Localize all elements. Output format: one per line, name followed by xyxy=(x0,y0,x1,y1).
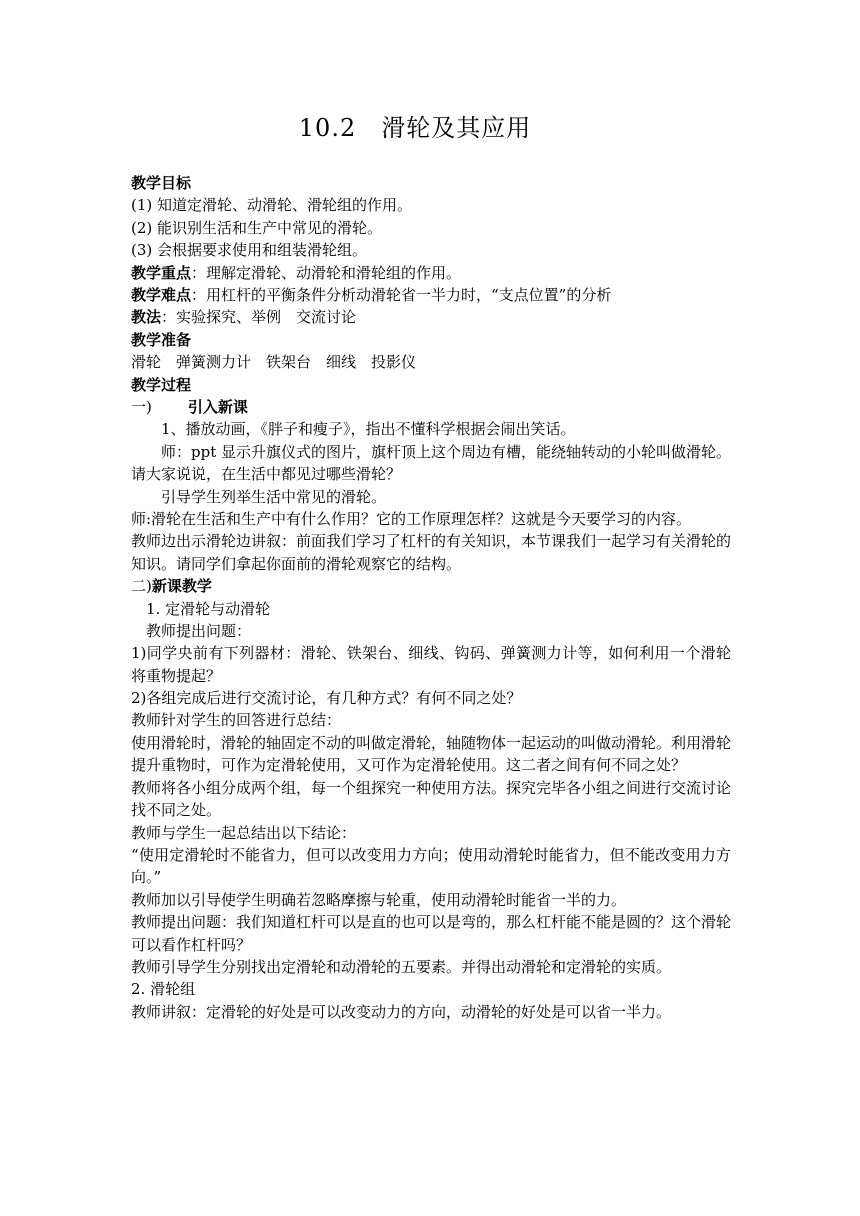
key-point-text: ：理解定滑轮、动滑轮和滑轮组的作用。 xyxy=(191,263,462,282)
objective-item: (3) 会根据要求使用和组装滑轮组。 xyxy=(131,241,368,260)
paragraph: 师:滑轮在生活和生产中有什么作用？它的工作原理怎样？这就是今天要学习的内容。 xyxy=(131,509,692,528)
document-body xyxy=(131,172,731,1023)
paragraph: 教师讲叙：定滑轮的好处是可以改变动力的方向，动滑轮的好处是可以省一半力。 xyxy=(131,1002,672,1021)
prep-heading: 教学准备 xyxy=(131,330,192,349)
paragraph: 师：ppt 显示升旗仪式的图片，旗杆顶上这个周边有槽，能绕轴转动的小轮叫做滑轮。请大家说说，在生活中都见过哪些滑轮？ xyxy=(131,442,732,484)
part2-title: 新课教学 xyxy=(151,577,212,596)
difficulty-label: 教学难点 xyxy=(131,285,192,304)
difficulty-line xyxy=(131,284,731,306)
paragraph: 教师引导学生分别找出定滑轮和动滑轮的五要素。并得出动滑轮和定滑轮的实质。 xyxy=(131,957,672,976)
subsection-title: 2. 滑轮组 xyxy=(131,980,196,999)
objectives-heading: 教学目标 xyxy=(131,174,192,192)
method-label: 教法 xyxy=(131,308,162,327)
paragraph: “使用定滑轮时不能省力，但可以改变用力方向；使用动滑轮时能省力，但不能改变用力方向。” xyxy=(131,845,731,887)
key-point-label: 教学重点 xyxy=(131,263,192,282)
paragraph: 2)各组完成后进行交流讨论，有几种方式？有何不同之处？ xyxy=(131,689,522,708)
paragraph: 教师边出示滑轮边讲叙：前面我们学习了杠杆的有关知识，本节课我们一起学习有关滑轮的知识。请同学们拿起你面前的滑轮观察它的结构。 xyxy=(131,532,732,573)
paragraph: 教师提出问题：我们知道杠杆可以是直的也可以是弯的，那么杠杆能不能是圆的？这个滑轮可以看作杠杆吗？ xyxy=(131,913,732,954)
method-text: ：实验探究、举例 交流讨论 xyxy=(161,308,357,327)
paragraph: 使用滑轮时，滑轮的轴固定不动的叫做定滑轮，轴随物体一起运动的叫做动滑轮。利用滑轮提升重物时，可作为定滑轮使用，又可作为定滑轮使用。这二者之间有何不同之处？ xyxy=(131,733,732,775)
paragraph: 教师针对学生的回答进行总结： xyxy=(131,711,342,730)
part1-heading xyxy=(131,396,731,418)
paragraph: 引导学生列举生活中常见的滑轮。 xyxy=(161,487,387,506)
key-point-line xyxy=(131,262,731,284)
part2-number: 二) xyxy=(131,577,152,596)
method-line xyxy=(131,306,731,328)
part1-title: 引入新课 xyxy=(187,397,248,416)
part2-heading xyxy=(131,575,731,597)
process-heading: 教学过程 xyxy=(131,375,192,394)
objective-item: (2) 能识别生活和生产中常见的滑轮。 xyxy=(131,218,383,237)
paragraph: 教师提出问题： xyxy=(146,621,252,640)
paragraph: 教师加以引导使学生明确若忽略摩擦与轮重，使用动滑轮时能省一半的力。 xyxy=(131,890,627,909)
paragraph: 教师将各小组分成两个组，每一个组探究一种使用方法。探究完毕各小组之间进行交流讨论找不同之处。 xyxy=(131,778,732,820)
paragraph: 教师与学生一起总结出以下结论： xyxy=(131,823,357,842)
page-title: 10.2 滑轮及其应用 xyxy=(298,114,532,142)
prep-items: 滑轮 弹簧测力计 铁架台 细线 投影仪 xyxy=(131,353,417,372)
paragraph: 1)同学央前有下列器材：滑轮、铁架台、细线、钩码、弹簧测力计等，如何利用一个滑轮将重物提起？ xyxy=(131,644,731,685)
part1-number: 一) xyxy=(131,397,152,416)
objective-item: (1) 知道定滑轮、动滑轮、滑轮组的作用。 xyxy=(131,196,413,215)
subsection-title: 1. 定滑轮与动滑轮 xyxy=(146,599,271,618)
paragraph: 1、播放动画，《胖子和瘦子》，指出不懂科学根据会闹出笑话。 xyxy=(161,420,576,439)
difficulty-text: ：用杠杆的平衡条件分析动滑轮省一半力时，“支点位置”的分析 xyxy=(191,285,612,304)
